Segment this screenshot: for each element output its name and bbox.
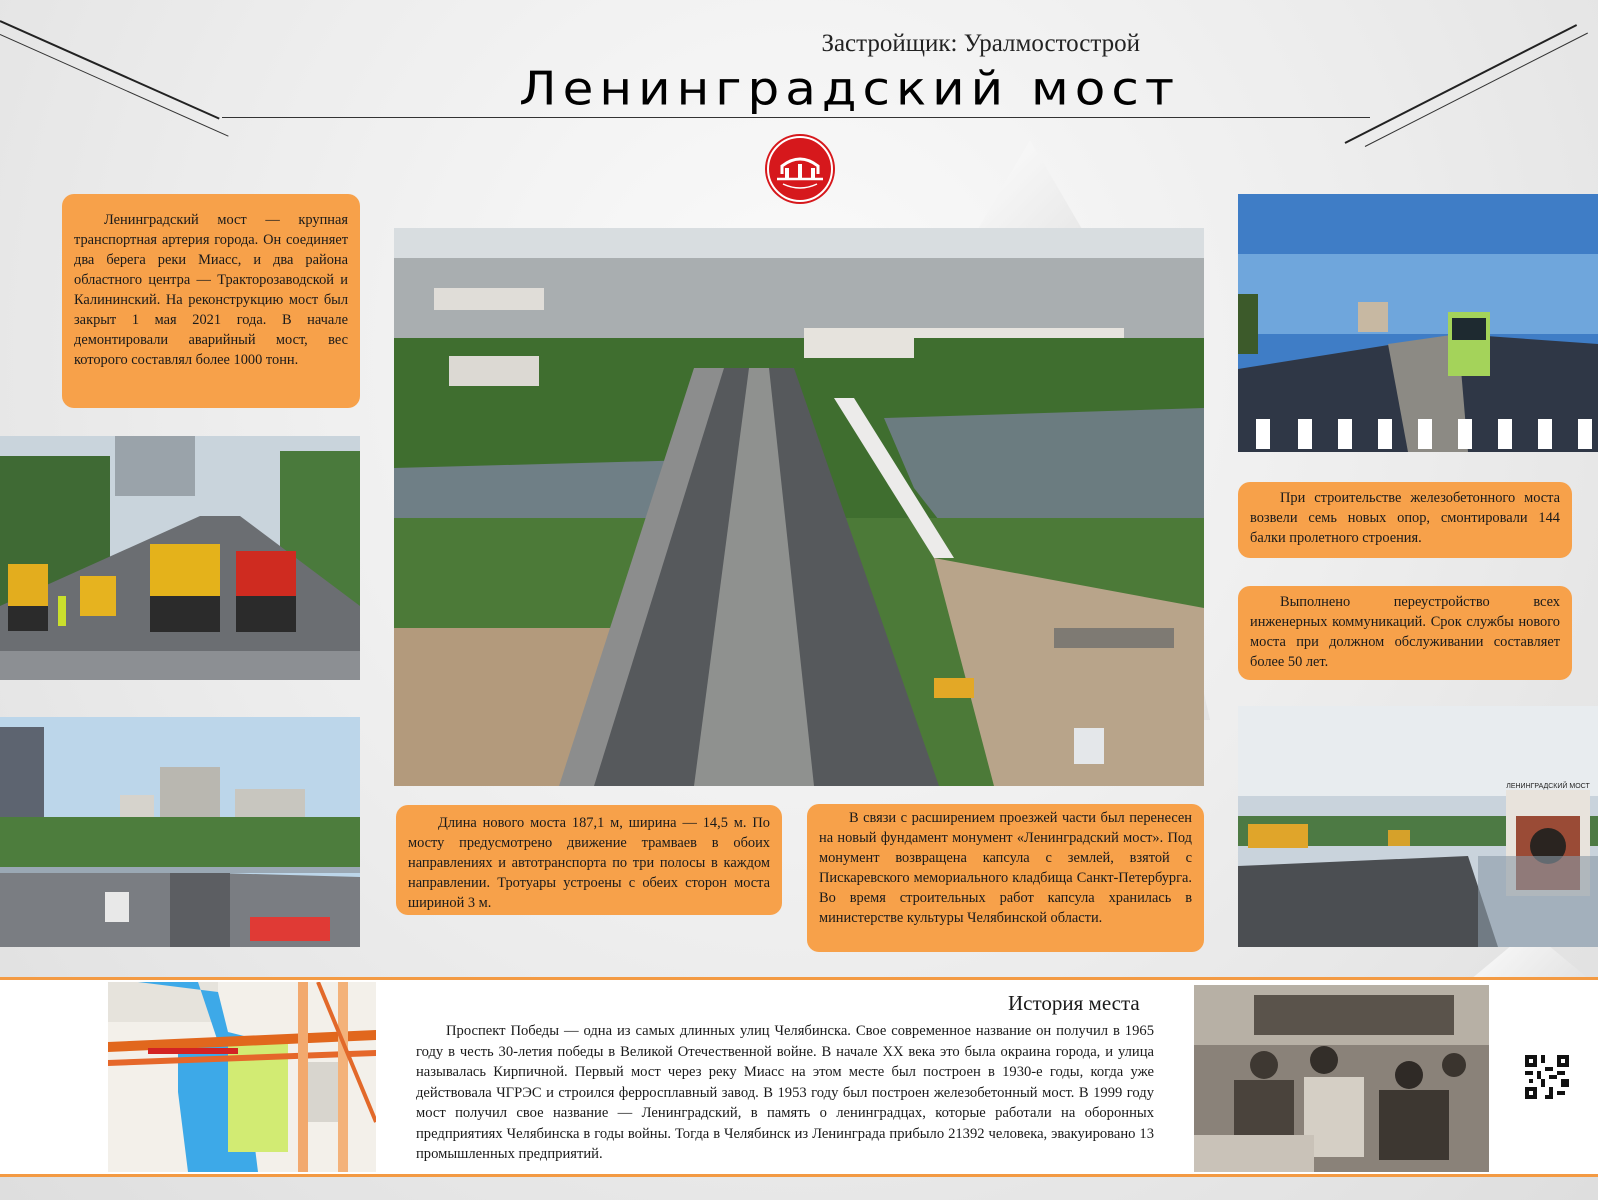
monument-sign-text: ЛЕНИНГРАДСКИЙ МОСТ	[1506, 783, 1590, 790]
page-title: Ленинградский мост	[519, 62, 1180, 116]
road-rollers-photo	[0, 436, 360, 680]
uralmostostroy-logo-icon	[767, 136, 833, 202]
history-title: История места	[1008, 991, 1140, 1015]
supports-text: При строительстве железобетонного моста возвели семь новых опор, смонтировали 144 балки пролетного строения.	[1250, 490, 1560, 546]
utilities-info-box	[1238, 586, 1572, 680]
intro-info-box	[62, 194, 360, 408]
historical-evacuees-photo	[1194, 985, 1489, 1172]
history-text: Проспект Победы — одна из самых длинных улиц Челябинска. Свое современное название он получил в 1965 году в честь 30-летия победы в Великой Отечественной войне. В начале XX века это была окраина города, и улица называлась Кирпичной. Первый мост через реку Миасс на этом месте был построен в 1930-е годы, когда уже действовала ЧГРЭС и строился ферросплавный завод. В 1953 году был построен железобетонный мост. В 1999 году мост получил свое название — Ленинградский, в память о ленинградцах, которые работали на оборонных предприятиях Челябинска в годы войны. Тогда в Челябинск из Ленинграда прибыло 21392 человека, эвакуировано 13 промышленных предприятий.	[416, 1023, 1154, 1162]
monument-bridge-photo	[1238, 706, 1598, 947]
bottom-band-bottom-rule	[0, 1174, 1598, 1177]
utilities-text: Выполнено переустройство всех инженерных коммуникаций. Срок службы нового моста при должном обслуживании составляет более 50 лет.	[1250, 594, 1560, 670]
history-text-block	[416, 1021, 1154, 1165]
tram-bridge-photo	[1238, 194, 1598, 452]
header-rule	[222, 117, 1370, 118]
supports-info-box	[1238, 482, 1572, 558]
intro-text: Ленинградский мост — крупная транспортная артерия города. Он соединяет два берега реки Миасс, и два района областного центра — Тракторозаводской и Калининский. На реконструкцию мост был закрыт 1 мая 2021 года. В начале демонтировали аварийный мост, вес которого составлял более 1000 тонн.	[74, 212, 348, 368]
monument-text: В связи с расширением проезжей части был перенесен на новый фундамент монумент «Ленинградский мост». Под монумент возвращена капсула с землей, взятой с Пискаревского мемориального кладбища Санкт-Петербурга. Во время строительных работ капсула хранилась в министерстве культуры Челябинской области.	[819, 810, 1192, 926]
qr-code-icon	[1525, 1055, 1569, 1099]
area-map	[108, 982, 376, 1172]
length-text: Длина нового моста 187,1 м, ширина — 14,5 м. По мосту предусмотрено движение трамваев в обоих направлениях и автотранспорта по три полосы в каждом направлении. Тротуары устроены с обеих сторон моста шириной 3 м.	[408, 815, 770, 911]
length-info-box	[396, 805, 782, 915]
monument-info-box	[807, 804, 1204, 952]
bridge-city-photo	[0, 717, 360, 947]
aerial-bridge-photo	[394, 228, 1204, 786]
developer-label: Застройщик: Уралмостострой	[821, 30, 1140, 57]
